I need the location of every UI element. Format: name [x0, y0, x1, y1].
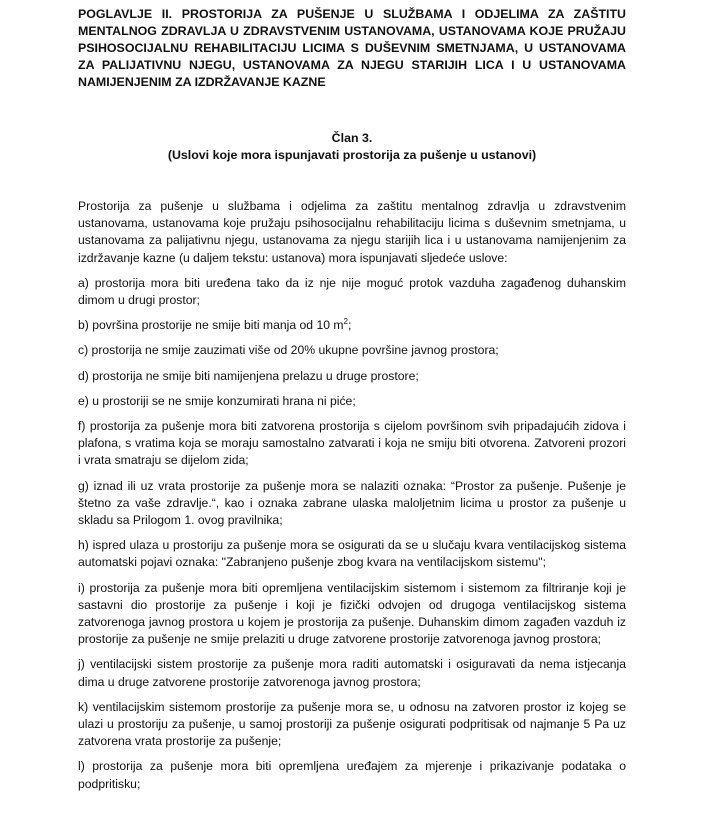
condition-k: k) ventilacijskim sistemom prostorije za pušenje mora se, u odnosu na zatvoren prostor iz kojeg se ulazi u prostoriju za pušenje, u samoj prostoriji za pušenje osigurati podpritisak od najmanje 5 Pa uz zatvorena vrata prostorije za pušenje;	[78, 699, 626, 749]
article-number: Član 3.	[331, 131, 373, 145]
condition-d: d) prostorija ne smije biti namijenjena prelazu u druge prostore;	[78, 368, 419, 383]
condition-c: c) prostorija ne smije zauzimati više od 20% ukupne površine javnog prostora;	[78, 343, 499, 358]
condition-b-superscript: 2	[343, 317, 348, 327]
condition-b-end: ;	[348, 318, 352, 333]
condition-j: j) ventilacijski sistem prostorije za pušenje mora raditi automatski i osiguravati da nema istjecanja dima u druge zatvorene prostorije zatvorenoga javnog prostora;	[78, 657, 626, 689]
condition-g: g) iznad ili uz vrata prostorije za pušenje mora se nalaziti oznaka: “Prostor za pušenje. Pušenje je štetno za vaše zdravlje.“, kao i oznaka zabrane ulaska maloljetnim licima u prostor za pušenje u skladu sa Prilogom 1. ovog pravilnika;	[78, 478, 626, 528]
condition-i: i) prostorija za pušenje mora biti opremljena ventilacijskim sistemom i sistemom za filtriranje koji je sastavni dio prostorije za pušenje i koji je fizički odvojen od drugoga ventilacijskog sistema zatvorenoga javnog prostora u kojem je prostorija za pušenje. Duhanskim dimom zagađen vazduh iz prostorije za pušenje ne smije prelaziti u druge zatvorene prostorije zatvorenoga javnog prostora;	[78, 580, 626, 647]
intro-paragraph: Prostorija za pušenje u službama i odjelima za zaštitu mentalnog zdravlja u zdravstvenim ustanovama, ustanovama koje pružaju psihosocijalnu rehabilitaciju licima s duševnim smetnjama, u ustanovama za palijativnu njegu, ustanovama za njegu starijih lica i u ustanovama namijenjenim za izdržavanje kazne (u daljem tekstu: ustanova) mora ispunjavati sljedeće uslove:	[78, 199, 626, 265]
chapter-heading: POGLAVLJE II. PROSTORIJA ZA PUŠENJE U SLUŽBAMA I ODJELIMA ZA ZAŠTITU MENTALNOG ZDRAVLJA U ZDRAVSTVENIM USTANOVAMA, USTANOVAMA KOJE PRUŽAJU PSIHOSOCIJALNU REHABILITACIJU LICIMA S DUŠEVNIM SMETNJAMA, U USTANOVAMA ZA PALIJATIVNU NJEGU, USTANOVAMA ZA NJEGU STARIJIH LICA I U USTANOVAMA NAMIJENJENIM ZA IZDRŽAVANJE KAZNE	[78, 7, 626, 89]
condition-b-text: b) površina prostorije ne smije biti manja od 10 m	[78, 318, 344, 333]
condition-l: l) prostorija za pušenje mora biti opremljena uređajem za mjerenje i prikazivanje podataka o podpritisku;	[78, 759, 626, 791]
condition-b	[78, 317, 626, 334]
document-page	[78, 6, 626, 793]
condition-f: f) prostorija za pušenje mora biti zatvorena prostorija s cijelom površinom svih pripadajućih zidova i plafona, s vratima koja se moraju samostalno zatvarati i koja ne smiju biti otvorena. Zatvoreni prozori i vrata smatraju se dijelom zida;	[78, 419, 626, 468]
condition-e: e) u prostoriji se ne smije konzumirati hrana ni piće;	[78, 393, 356, 408]
condition-h: h) ispred ulaza u prostoriju za pušenje mora se osigurati da se u slučaju kvara ventilacijskog sistema automatski pojavi oznaka: "Zabranjeno pušenje zbog kvara na ventilacijskom sistemu";	[78, 538, 626, 570]
article-subtitle: (Uslovi koje mora ispunjavati prostorija za pušenje u ustanovi)	[167, 148, 537, 162]
condition-a: a) prostorija mora biti uređena tako da iz nje nije moguć protok vazduha zagađenog duhanskim dimom u drugi prostor;	[78, 275, 626, 308]
